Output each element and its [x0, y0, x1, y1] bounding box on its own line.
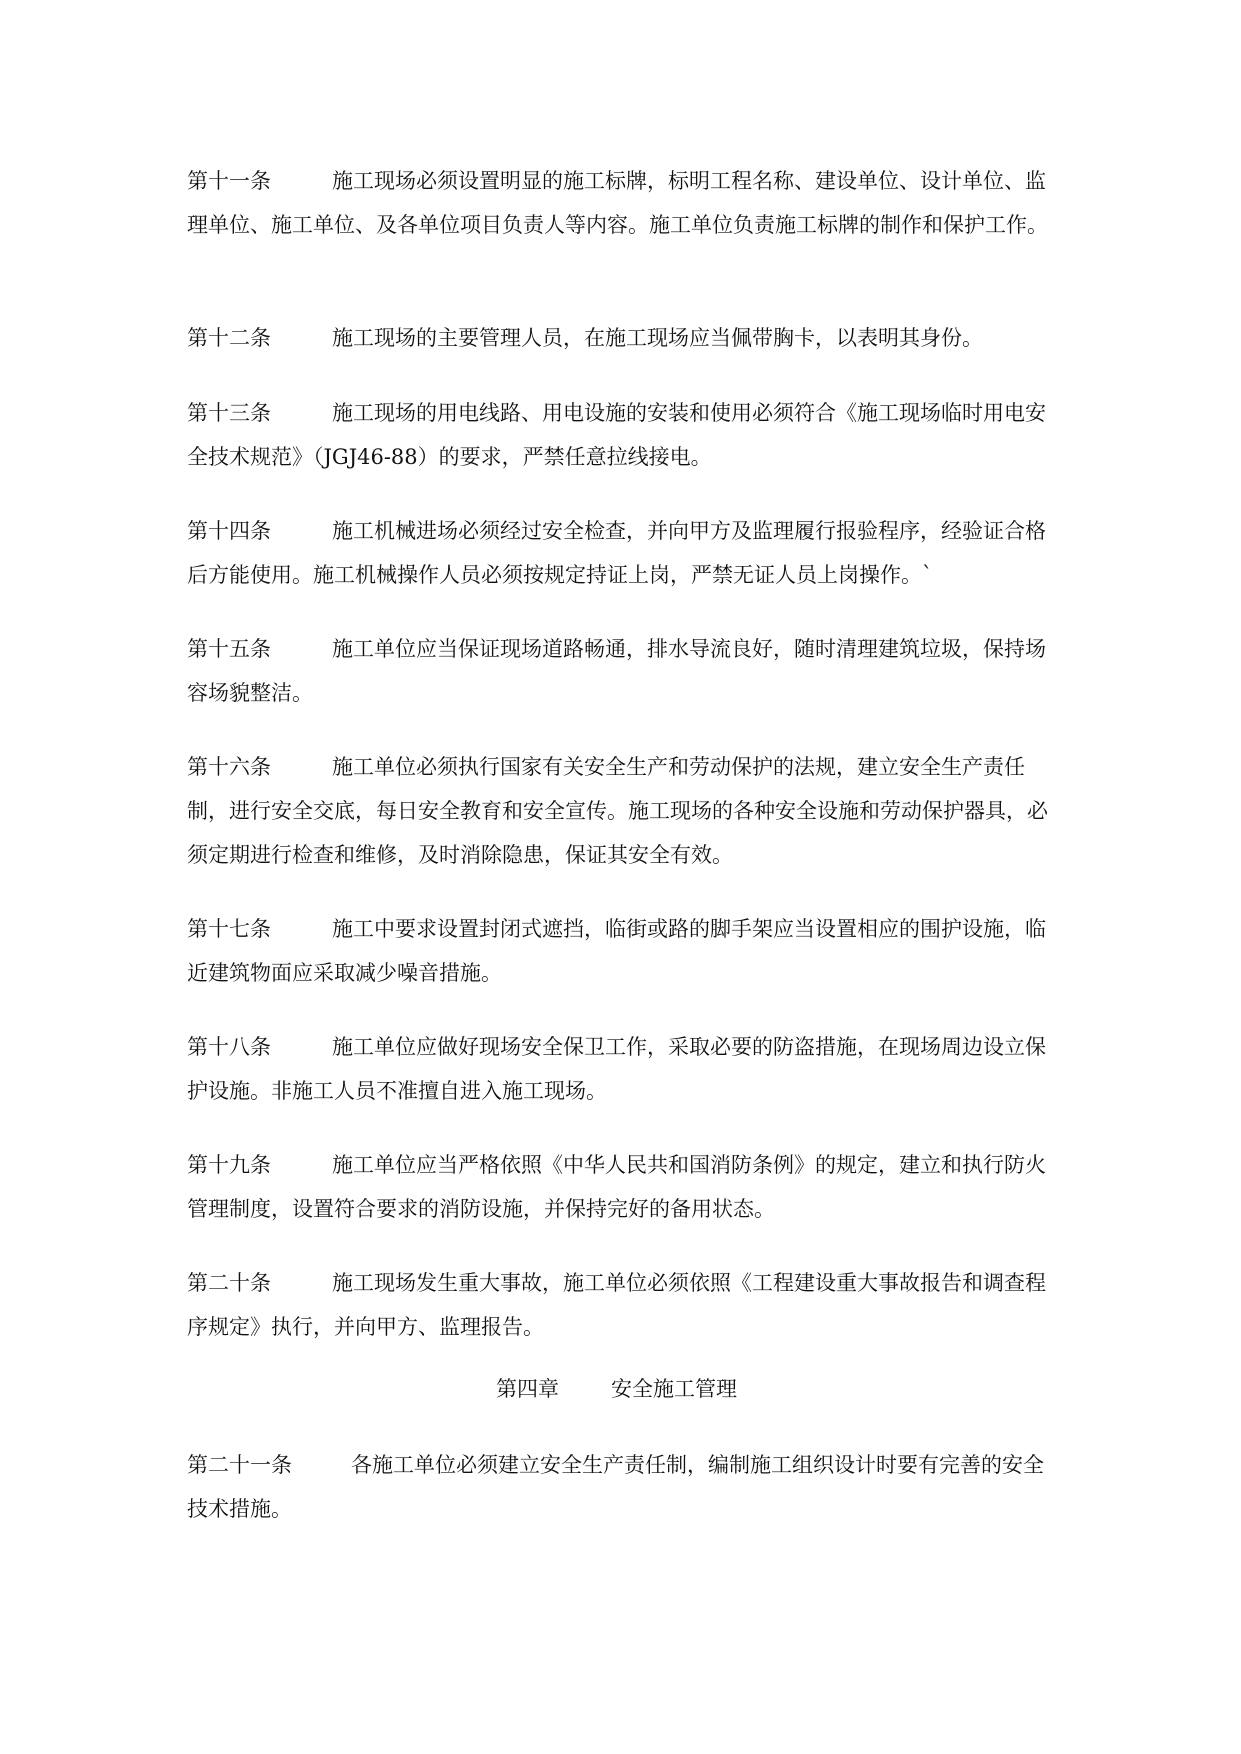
article-text: 施工单位应当保证现场道路畅通，排水导流良好，随时清理建筑垃圾，保持场容场貌整洁。: [187, 637, 1046, 705]
article-14: [187, 509, 1053, 597]
article-text: 施工机械进场必须经过安全检查，并向甲方及监理履行报验程序，经验证合格后方能使用。施工机械操作人员必须按规定持证上岗，严禁无证人员上岗操作。`: [187, 519, 1046, 587]
article-number: 第十六条: [187, 755, 271, 779]
article-text: 施工现场的主要管理人员，在施工现场应当佩带胸卡，以表明其身份。: [332, 326, 983, 350]
article-number: 第十三条: [187, 401, 271, 425]
article-text: 各施工单位必须建立安全生产责任制，编制施工组织设计时要有完善的安全技术措施。: [187, 1453, 1044, 1521]
article-text: 施工单位应做好现场安全保卫工作，采取必要的防盗措施，在现场周边设立保护设施。非施工人员不准擅自进入施工现场。: [187, 1035, 1046, 1103]
article-number: 第十五条: [187, 637, 271, 661]
article-17: [187, 907, 1053, 995]
article-21: [187, 1443, 1053, 1531]
article-11: [187, 159, 1053, 247]
article-number: 第十八条: [187, 1035, 271, 1059]
article-number: 第十二条: [187, 326, 271, 350]
article-number: 第十四条: [187, 519, 271, 543]
article-text: 施工现场的用电线路、用电设施的安装和使用必须符合《施工现场临时用电安全技术规范》（JGJ46-88）的要求，严禁任意拉线接电。: [187, 401, 1046, 469]
chapter-heading: [0, 1367, 1241, 1411]
article-number: 第十七条: [187, 917, 271, 941]
article-16: [187, 745, 1053, 877]
article-12: [187, 316, 1053, 360]
article-text: 施工现场必须设置明显的施工标牌，标明工程名称、建设单位、设计单位、监理单位、施工单位、及各单位项目负责人等内容。施工单位负责施工标牌的制作和保护工作。: [187, 169, 1048, 237]
article-number: 第十九条: [187, 1153, 271, 1177]
article-text: 施工中要求设置封闭式遮挡，临街或路的脚手架应当设置相应的围护设施，临近建筑物面应采取减少噪音措施。: [187, 917, 1046, 985]
article-18: [187, 1025, 1053, 1113]
article-number: 第二十一条: [187, 1453, 292, 1477]
article-text: 施工现场发生重大事故，施工单位必须依照《工程建设重大事故报告和调查程序规定》执行，并向甲方、监理报告。: [187, 1271, 1046, 1339]
article-19: [187, 1143, 1053, 1231]
article-number: 第十一条: [187, 169, 271, 193]
article-text: 施工单位必须执行国家有关安全生产和劳动保护的法规，建立安全生产责任制，进行安全交底，每日安全教育和安全宣传。施工现场的各种安全设施和劳动保护器具，必须定期进行检查和维修，及时消除隐患，保证其安全有效。: [187, 755, 1048, 867]
article-text: 施工单位应当严格依照《中华人民共和国消防条例》的规定，建立和执行防火管理制度，设置符合要求的消防设施，并保持完好的备用状态。: [187, 1153, 1046, 1221]
article-20: [187, 1261, 1053, 1349]
article-13: [187, 391, 1053, 479]
article-15: [187, 627, 1053, 715]
chapter-number: 第四章: [496, 1377, 559, 1401]
article-number: 第二十条: [187, 1271, 271, 1295]
chapter-title: 安全施工管理: [611, 1377, 737, 1401]
